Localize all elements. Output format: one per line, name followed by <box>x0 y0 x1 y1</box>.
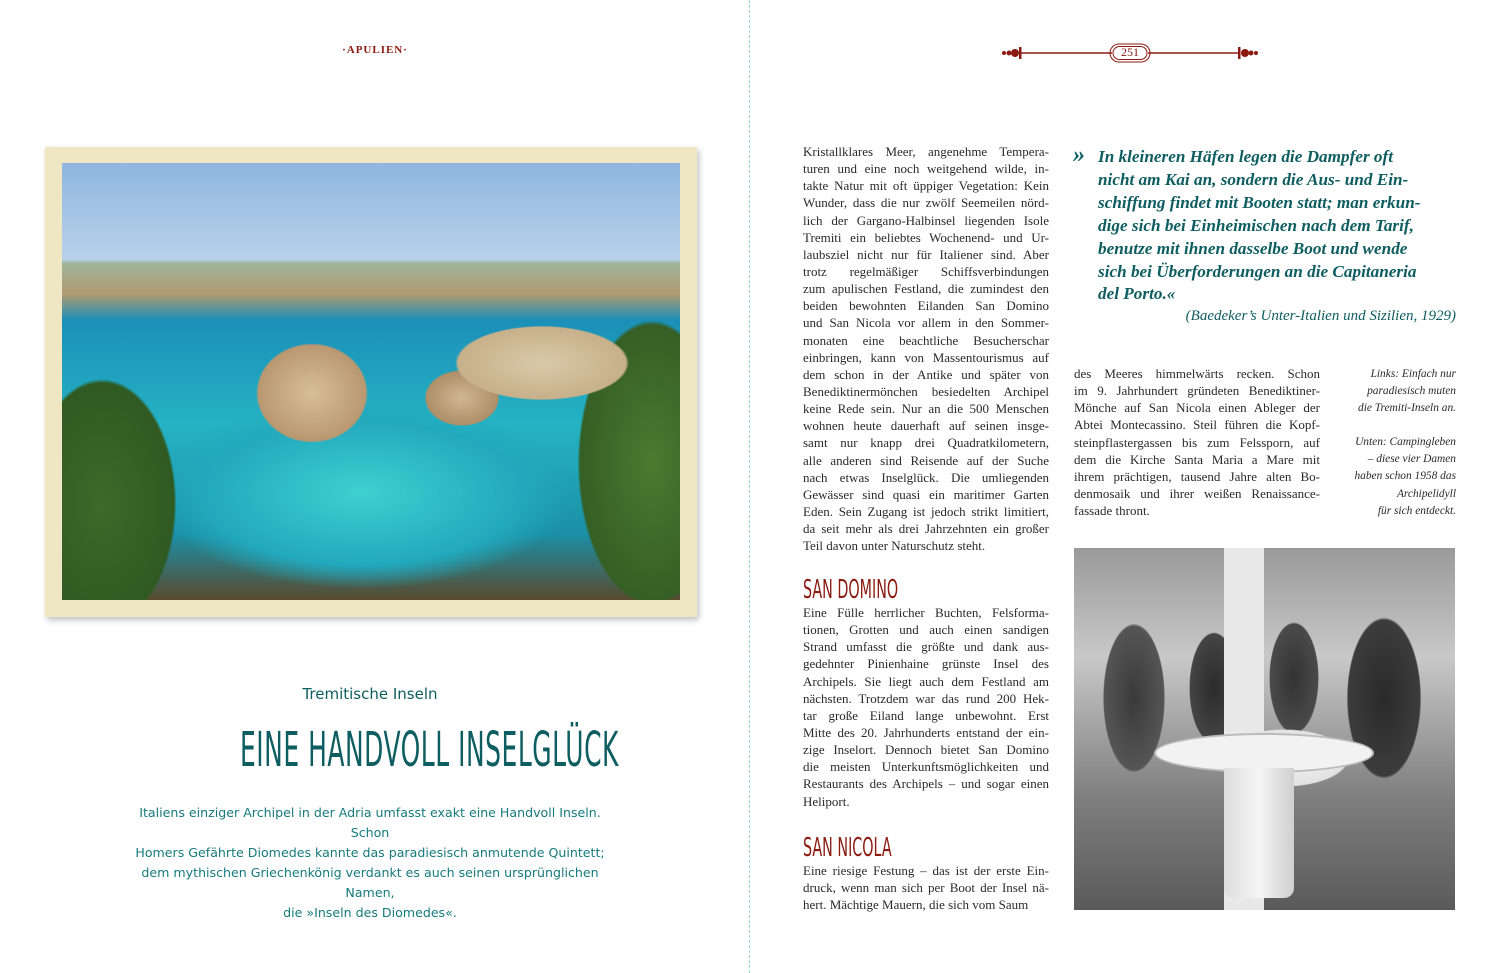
quote-line: del Porto.« <box>1098 284 1176 304</box>
text-line: laubsziel nicht nur für Italiener sind. Aber <box>803 246 1049 262</box>
text-line: nach etwas Inselglück. Die umliegenden <box>803 469 1049 485</box>
text-line: zum apulischen Festland, die zumindest den <box>803 281 1049 297</box>
caption-line: – diese vier Damen <box>1367 453 1456 466</box>
text-line: im 9. Jahrhundert gründeten Benediktiner- <box>1074 383 1320 399</box>
quote-text <box>1073 142 1460 306</box>
kicker: Tremitische Inseln <box>302 685 438 703</box>
text-line: Eine Fülle herrlicher Buchten, Felsforma- <box>803 605 1049 620</box>
body-column-2 <box>1074 365 1320 519</box>
text-line: hert. Mächtige Mauern, die sich vom Saum <box>803 897 1029 913</box>
text-line: wohnen heute dauerhaft auf seinen insge- <box>803 418 1049 434</box>
caption <box>1330 434 1456 519</box>
text-line: steinpflastergassen bis zum Felssporn, auf <box>1074 434 1320 450</box>
text-line: zige Inselort. Dennoch bietet San Domino <box>803 742 1049 758</box>
text-line: gedehnter Pinienhaine grünste Insel des <box>803 656 1049 672</box>
text-line: Benediktinermönchen besiedelten Archipel <box>803 383 1049 399</box>
text-line: Kristallklares Meer, angenehme Tempera- <box>803 144 1049 159</box>
quote-mark: » <box>1073 142 1085 168</box>
subheading-san-nicola: SAN NICOLA <box>803 833 892 863</box>
quote-line: In kleineren Häfen legen die Dampfer oft <box>1098 147 1394 166</box>
text-line: dem schon in der Antike und später von <box>803 366 1049 382</box>
text-line: Italiens einziger Archipel in der Adria umfasst exakt eine Handvoll Inseln. Schon <box>139 805 601 840</box>
caption <box>1330 366 1456 417</box>
text-line: samt nur knapp drei Quadratkilometern, <box>803 435 1049 451</box>
text-line: die »Inseln des Diomedes«. <box>283 905 457 920</box>
san-nicola-text <box>803 862 1049 913</box>
text-line: Archipels. Sie liegt auch dem Festland am <box>803 673 1049 689</box>
text-line: die meisten Unterkunftsmöglichkeiten und <box>803 759 1049 775</box>
text-line: des Meeres himmelwärts recken. Schon <box>1074 366 1320 381</box>
text-line: tionen, Grotten und auch einen sandigen <box>803 622 1049 638</box>
page-number: 251 <box>1121 45 1139 59</box>
text-line: Eine riesige Festung – das ist der erste Ein- <box>803 863 1049 878</box>
quote-line: dige sich bei Einheimischen nach dem Tarif, <box>1098 215 1414 235</box>
caption-line: haben schon 1958 das <box>1354 470 1456 483</box>
text-line: da seit mehr als drei Jahrzehnten ein großer <box>803 521 1049 537</box>
text-line: turen und eine noch weitgehend wilde, in- <box>803 161 1049 177</box>
photo-captions <box>1330 366 1456 520</box>
text-line: Gewässer sind quasi ein maritimer Garten <box>803 486 1049 502</box>
page-number-ornament <box>1000 42 1260 64</box>
caption-line: Archipelidyll <box>1396 487 1456 500</box>
text-line: Eden. Sein Zugang ist jedoch strikt limitiert, <box>803 503 1049 519</box>
text-line: einbringen, kann von Massentourismus auf <box>803 349 1049 365</box>
text-line: keine Rede sein. Nur an die 500 Menschen <box>803 401 1049 417</box>
subheading-san-domino: SAN DOMINO <box>803 575 899 605</box>
text-line: takte Natur mit oft üppiger Vegetation: Kein <box>803 178 1049 194</box>
pull-quote <box>1073 142 1460 306</box>
text-line: dem mythischen Griechenkönig verdankt es auch seinen ursprünglichen Namen, <box>141 865 599 900</box>
text-line: beiden bewohnten Eilanden San Domino <box>803 298 1049 314</box>
intro-text <box>120 803 620 923</box>
photo-frame <box>45 147 697 617</box>
caption-line: paradiesisch muten <box>1367 385 1456 398</box>
text-line: Mitte des 20. Jahrhunderts entstand der ein- <box>803 724 1049 740</box>
text-line: denmosaik und ihrer weißen Renaissance- <box>1074 485 1320 501</box>
quote-line: benutze mit ihnen dasselbe Boot und wende <box>1098 238 1408 258</box>
text-line: Heliport. <box>803 793 850 809</box>
text-line: Mönche auf San Nicola einen Ableger der <box>1074 400 1320 416</box>
text-line: druck, wenn man sich per Boot der Insel nä- <box>803 880 1049 896</box>
text-line: Teil davon unter Naturschutz steht. <box>803 538 986 554</box>
caption-line: die Tremiti-Inseln an. <box>1358 402 1456 415</box>
text-line: tar große Eiland lange unbewohnt. Erst <box>803 707 1049 723</box>
text-line: lich der Gargano-Halbinsel liegenden Isole <box>803 212 1049 228</box>
text-line: trotz regelmäßiger Schiffsverbindungen <box>803 263 1049 279</box>
body-column-1 <box>803 143 1049 554</box>
caption-line: Links: Einfach nur <box>1370 368 1456 380</box>
quote-line: nicht am Kai an, sondern die Aus- und Ein- <box>1098 169 1409 189</box>
text-line: Strand umfasst die größte und dank aus- <box>803 639 1049 655</box>
text-line: Tremiti ein beliebtes Wochenend- und Ur- <box>803 229 1049 245</box>
text-line: Wunder, dass die nur zwölf Seemeilen nörd- <box>803 195 1049 211</box>
text-line: und San Nicola vor allem in den Sommer- <box>803 315 1049 331</box>
quote-line: schiffung findet mit Booten statt; man erkun- <box>1098 192 1421 212</box>
quote-attribution: (Baedeker’s Unter-Italien und Sizilien, 1929) <box>1185 308 1456 324</box>
text-line: Restaurants des Archipels – und sogar einen <box>803 776 1049 792</box>
basin-stand <box>1224 768 1294 898</box>
text-line: Abtei Montecassino. Steil führen die Kopf- <box>1074 417 1320 433</box>
tremiti-coast-photo <box>62 163 680 600</box>
page-title: EINE HANDVOLL INSELGLÜCK <box>240 722 619 778</box>
text-line: fassade thront. <box>1074 503 1150 519</box>
caption-line: Unten: Campingleben <box>1355 436 1456 449</box>
caption-line: für sich entdeckt. <box>1377 504 1456 517</box>
text-line: dem die Kirche Santa Maria a Mare mit <box>1074 451 1320 467</box>
text-line: nächsten. Trotzdem war das rund 200 Hek- <box>803 690 1049 706</box>
text-line: Homers Gefährte Diomedes kannte das paradiesisch anmutende Quintett; <box>135 845 605 860</box>
text-line: monaten eine beachtliche Besucherschar <box>803 332 1049 348</box>
text-line: alle anderen sind Reisende auf der Suche <box>803 452 1049 468</box>
camping-women-photo <box>1074 548 1455 910</box>
running-head: ·APULIEN· <box>342 44 408 56</box>
text-line: ihrem prächtigen, tausend Jahre alten Bo- <box>1074 468 1320 484</box>
san-domino-text <box>803 604 1049 810</box>
wash-basin <box>1154 733 1374 773</box>
quote-line: sich bei Überforderungen an die Capitaneria <box>1098 261 1417 281</box>
